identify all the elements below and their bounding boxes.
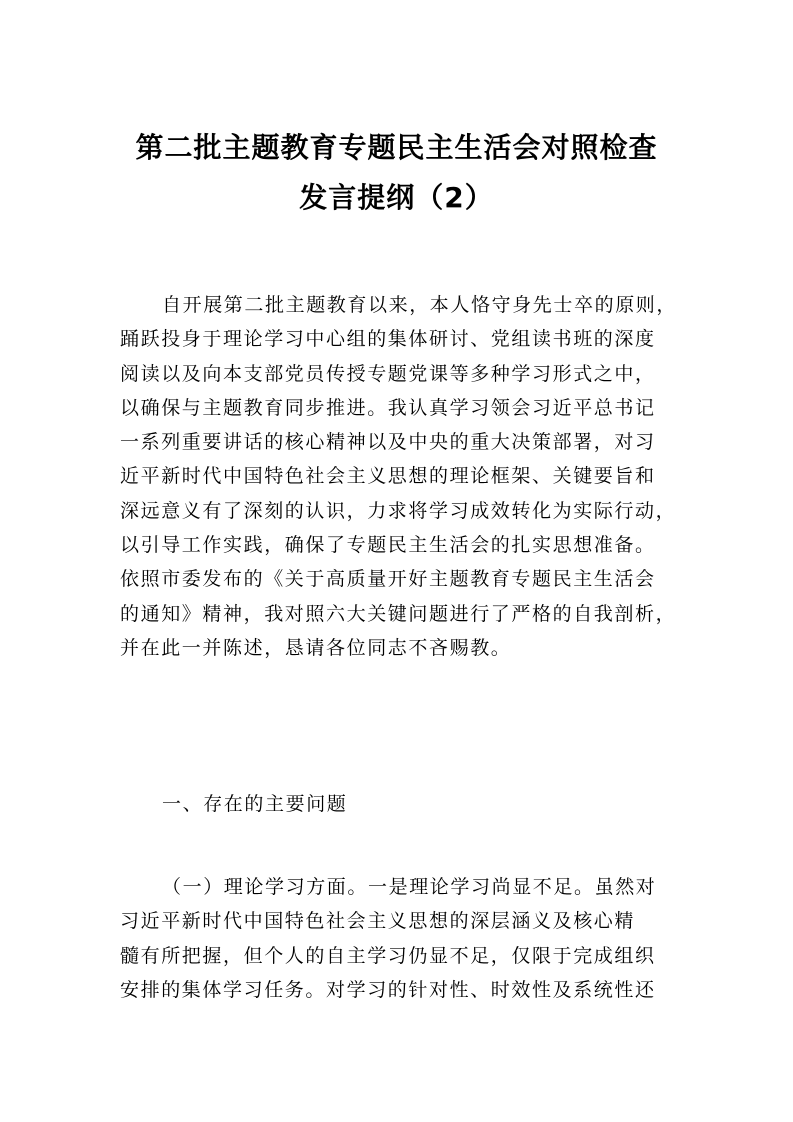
paragraph-line: 踊跃投身于理论学习中心组的集体研讨、党组读书班的深度	[120, 328, 656, 351]
paragraph-line: 以引导工作实践，确保了专题民主生活会的扎实思想准备。	[120, 534, 656, 557]
theory-study-paragraph	[120, 870, 680, 1007]
paragraph-line: 习近平新时代中国特色社会主义思想的深层涵义及核心精	[120, 910, 636, 933]
paragraph-line: 阅读以及向本支部党员传授专题党课等多种学习形式之中，	[120, 362, 656, 385]
paragraph-line: 以确保与主题教育同步推进。我认真学习领会习近平总书记	[120, 396, 656, 419]
paragraph-line: 深远意义有了深刻的认识，力求将学习成效转化为实际行动，	[120, 499, 677, 522]
paragraph-line: （一）理论学习方面。一是理论学习尚显不足。虽然对	[162, 876, 657, 898]
intro-paragraph	[120, 288, 680, 665]
paragraph-line: 依照市委发布的《关于高质量开好主题教育专题民主生活会	[120, 568, 656, 591]
paragraph-line: 并在此一并陈述，恳请各位同志不吝赐教。	[120, 636, 512, 659]
paragraph-line: 自开展第二批主题教育以来，本人恪守身先士卒的原则，	[162, 294, 678, 316]
document-title-line-1: 第二批主题教育专题民主生活会对照检查	[135, 131, 658, 164]
paragraph-line: 的通知》精神，我对照六大关键问题进行了严格的自我剖析，	[120, 602, 677, 625]
paragraph-line: 髓有所把握，但个人的自主学习仍显不足，仅限于完成组织	[120, 944, 656, 967]
paragraph-line: 安排的集体学习任务。对学习的针对性、时效性及系统性还	[120, 978, 656, 1001]
paragraph-line: 近平新时代中国特色社会主义思想的理论框架、关键要旨和	[120, 465, 656, 488]
document-title-line-2: 发言提纲（2）	[299, 181, 494, 214]
section-heading-text: 一、存在的主要问题	[162, 793, 348, 815]
paragraph-line: 一系列重要讲话的核心精神以及中央的重大决策部署，对习	[120, 431, 656, 454]
section-heading-problems	[120, 787, 680, 821]
